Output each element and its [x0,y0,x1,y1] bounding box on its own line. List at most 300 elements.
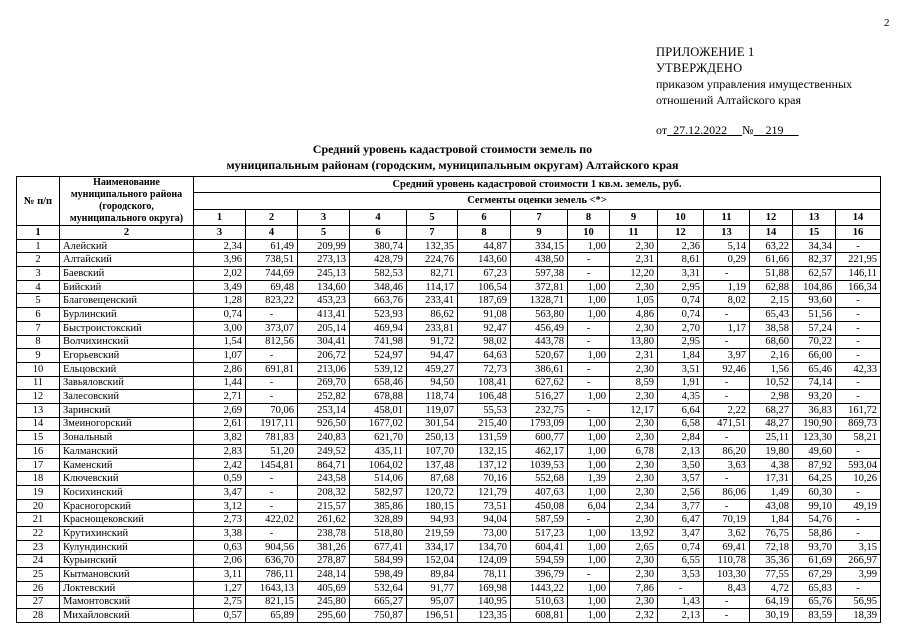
value-cell: 54,76 [793,513,836,527]
value-cell: 1064,02 [350,458,407,472]
value-cell: 25,11 [750,431,793,445]
value-cell: 462,17 [511,445,568,459]
value-cell: 582,53 [350,267,407,281]
approved-label: УТВЕРЖДЕНО [656,61,743,75]
value-cell: 594,59 [511,554,568,568]
value-cell: 2,30 [610,513,658,527]
value-cell: 10,26 [836,472,881,486]
value-cell: 70,06 [246,403,298,417]
value-cell: 1,00 [568,349,610,363]
value-cell: - [704,595,750,609]
value-cell: 61,49 [246,239,298,253]
value-cell: 77,55 [750,568,793,582]
value-cell: - [246,349,298,363]
order-line-1: приказом управления имущественных [656,77,853,91]
row-number-cell: 5 [17,294,60,308]
segment-number-cell: 14 [836,209,881,225]
value-cell: 0,74 [658,294,704,308]
table-row [17,321,881,335]
value-cell: 13,80 [610,335,658,349]
value-cell: - [704,376,750,390]
value-cell: 1,07 [194,349,246,363]
row-number-cell: 15 [17,431,60,445]
value-cell: 396,79 [511,568,568,582]
row-number-cell: 9 [17,349,60,363]
value-cell: 4,35 [658,390,704,404]
district-name-cell: Кытмановский [60,568,194,582]
value-cell: 1,39 [568,472,610,486]
row-number-cell: 6 [17,308,60,322]
value-cell: 2,30 [610,595,658,609]
value-cell: 70,16 [458,472,511,486]
segment-number-cell: 13 [793,209,836,225]
segment-number-cell: 4 [350,209,407,225]
value-cell: 334,17 [407,540,458,554]
value-cell: 658,46 [350,376,407,390]
value-cell: - [836,294,881,308]
value-cell: 1,00 [568,445,610,459]
row-number-cell: 14 [17,417,60,431]
cadastral-table-wrapper [16,176,881,623]
value-cell: 3,53 [658,568,704,582]
value-cell: 4,38 [750,458,793,472]
approval-block [656,44,852,138]
column-number-cell: 16 [836,226,881,240]
row-number-cell: 10 [17,362,60,376]
value-cell: 0,74 [658,308,704,322]
value-cell: 215,57 [298,499,350,513]
row-number-cell: 21 [17,513,60,527]
value-cell: 450,08 [511,499,568,513]
value-cell: 99,10 [793,499,836,513]
table-row [17,609,881,623]
value-cell: - [568,253,610,267]
value-cell: 93,20 [793,390,836,404]
value-cell: 304,41 [298,335,350,349]
value-cell: 380,74 [350,239,407,253]
value-cell: 405,69 [298,581,350,595]
value-cell: 1,49 [750,486,793,500]
table-row [17,280,881,294]
value-cell: - [658,581,704,595]
value-cell: 2,02 [194,267,246,281]
value-cell: 1,00 [568,239,610,253]
row-number-cell: 1 [17,239,60,253]
value-cell: 381,26 [298,540,350,554]
value-cell: 373,07 [246,321,298,335]
page-number: 2 [884,17,890,29]
value-cell: 469,94 [350,321,407,335]
district-name-cell: Алейский [60,239,194,253]
value-cell: 2,34 [610,499,658,513]
value-cell: 245,80 [298,595,350,609]
value-cell: 44,87 [458,239,511,253]
segment-number-cell: 9 [610,209,658,225]
district-name-cell: Егорьевский [60,349,194,363]
value-cell: 94,47 [407,349,458,363]
value-cell: 269,70 [298,376,350,390]
value-cell: 190,90 [793,417,836,431]
value-cell: - [836,349,881,363]
value-cell: 621,70 [350,431,407,445]
value-cell: 64,25 [793,472,836,486]
value-cell: 140,95 [458,595,511,609]
value-cell: 65,83 [793,581,836,595]
value-cell: 422,02 [246,513,298,527]
value-cell: 8,43 [704,581,750,595]
value-cell: - [704,472,750,486]
value-cell: - [246,527,298,541]
value-cell: 60,30 [793,486,836,500]
value-cell: 5,14 [704,239,750,253]
value-cell: 161,72 [836,403,881,417]
value-cell: 3,82 [194,431,246,445]
value-cell: 2,30 [610,554,658,568]
column-number-cell: 15 [793,226,836,240]
value-cell: 66,00 [793,349,836,363]
value-cell: 3,38 [194,527,246,541]
value-cell: 93,60 [793,294,836,308]
row-number-cell: 17 [17,458,60,472]
column-number-row [17,226,881,240]
value-cell: - [704,267,750,281]
column-number-cell: 2 [60,226,194,240]
value-cell: 2,30 [610,321,658,335]
table-row [17,595,881,609]
table-row [17,390,881,404]
value-cell: 243,58 [298,472,350,486]
value-cell: 34,34 [793,239,836,253]
order-line-2: отношений Алтайского края [656,93,801,107]
value-cell: 3,12 [194,499,246,513]
value-cell: 221,95 [836,253,881,267]
value-cell: 781,83 [246,431,298,445]
row-number-cell: 12 [17,390,60,404]
value-cell: 152,04 [407,554,458,568]
value-cell: 8,61 [658,253,704,267]
value-cell: 94,50 [407,376,458,390]
table-row [17,527,881,541]
column-number-cell: 14 [750,226,793,240]
value-cell: 1328,71 [511,294,568,308]
row-number-cell: 11 [17,376,60,390]
value-cell: 348,46 [350,280,407,294]
value-cell: 19,80 [750,445,793,459]
value-cell: 166,34 [836,280,881,294]
row-number-cell: 19 [17,486,60,500]
value-cell: 132,15 [458,445,511,459]
value-cell: 146,11 [836,267,881,281]
value-cell: 238,78 [298,527,350,541]
table-row [17,294,881,308]
value-cell: 65,46 [793,362,836,376]
value-cell: 118,74 [407,390,458,404]
row-number-cell: 24 [17,554,60,568]
value-cell: 1,00 [568,527,610,541]
value-cell: 738,51 [246,253,298,267]
value-cell: 3,62 [704,527,750,541]
district-name-cell: Залесовский [60,390,194,404]
value-cell: 2,15 [750,294,793,308]
value-cell: 233,41 [407,294,458,308]
value-cell: 328,89 [350,513,407,527]
value-cell: 524,97 [350,349,407,363]
value-cell: - [246,390,298,404]
value-cell: 0,74 [658,540,704,554]
value-cell: 103,30 [704,568,750,582]
segment-number-cell: 8 [568,209,610,225]
value-cell: - [836,581,881,595]
value-cell: 137,48 [407,458,458,472]
table-body [17,239,881,622]
value-cell: 110,78 [704,554,750,568]
value-cell: 2,32 [610,609,658,623]
value-cell: 215,40 [458,417,511,431]
value-cell: 108,41 [458,376,511,390]
value-cell: 169,98 [458,581,511,595]
header-district-name: Наименование муниципального района (городского, муниципального округа) [60,177,194,226]
row-number-cell: 28 [17,609,60,623]
value-cell: 523,93 [350,308,407,322]
district-name-cell: Крутихинский [60,527,194,541]
value-cell: 124,09 [458,554,511,568]
value-cell: - [836,390,881,404]
value-cell: - [246,486,298,500]
value-cell: 8,59 [610,376,658,390]
value-cell: 6,64 [658,403,704,417]
value-cell: 1677,02 [350,417,407,431]
value-cell: - [246,499,298,513]
value-cell: 30,19 [750,609,793,623]
value-cell: 563,80 [511,308,568,322]
row-number-cell: 2 [17,253,60,267]
value-cell: 51,20 [246,445,298,459]
column-number-cell: 13 [704,226,750,240]
value-cell: - [246,376,298,390]
value-cell: 1793,09 [511,417,568,431]
value-cell: 58,86 [793,527,836,541]
document-title [0,141,905,173]
value-cell: 76,75 [750,527,793,541]
value-cell: 1,91 [658,376,704,390]
value-cell: 187,69 [458,294,511,308]
value-cell: 209,99 [298,239,350,253]
district-name-cell: Благовещенский [60,294,194,308]
table-row [17,568,881,582]
value-cell: - [568,376,610,390]
value-cell: 65,43 [750,308,793,322]
value-cell: 2,30 [610,390,658,404]
value-cell: 35,36 [750,554,793,568]
value-cell: 249,52 [298,445,350,459]
value-cell: 1,00 [568,554,610,568]
value-cell: 2,75 [194,595,246,609]
value-cell: 1,00 [568,390,610,404]
value-cell: 62,88 [750,280,793,294]
value-cell: 2,06 [194,554,246,568]
value-cell: 750,87 [350,609,407,623]
value-cell: - [836,445,881,459]
district-name-cell: Быстроистокский [60,321,194,335]
row-number-cell: 25 [17,568,60,582]
value-cell: 3,50 [658,458,704,472]
value-cell: 372,81 [511,280,568,294]
value-cell: 43,08 [750,499,793,513]
value-cell: 2,84 [658,431,704,445]
value-cell: 517,23 [511,527,568,541]
value-cell: 2,36 [658,239,704,253]
value-cell: 7,86 [610,581,658,595]
table-row [17,581,881,595]
value-cell: 62,57 [793,267,836,281]
value-cell: 598,49 [350,568,407,582]
value-cell: 1,43 [658,595,704,609]
value-cell: 823,22 [246,294,298,308]
value-cell: 6,58 [658,417,704,431]
value-cell: 89,84 [407,568,458,582]
value-cell: 1,17 [704,321,750,335]
value-cell: 1039,53 [511,458,568,472]
value-cell: 65,76 [793,595,836,609]
value-cell: - [836,335,881,349]
column-number-cell: 9 [511,226,568,240]
row-number-cell: 4 [17,280,60,294]
value-cell: 86,62 [407,308,458,322]
value-cell: 2,16 [750,349,793,363]
segment-number-cell: 5 [407,209,458,225]
table-row [17,376,881,390]
value-cell: 3,77 [658,499,704,513]
table-row [17,472,881,486]
district-name-cell: Алтайский [60,253,194,267]
value-cell: 58,21 [836,431,881,445]
value-cell: 453,23 [298,294,350,308]
value-cell: 741,98 [350,335,407,349]
value-cell: 114,17 [407,280,458,294]
value-cell: 219,59 [407,527,458,541]
value-cell: 51,88 [750,267,793,281]
district-name-cell: Красногорский [60,499,194,513]
column-number-cell: 7 [407,226,458,240]
value-cell: 587,59 [511,513,568,527]
table-row [17,431,881,445]
value-cell: 121,79 [458,486,511,500]
value-cell: 438,50 [511,253,568,267]
table-row [17,499,881,513]
value-cell: 428,79 [350,253,407,267]
district-name-cell: Заринский [60,403,194,417]
value-cell: 301,54 [407,417,458,431]
value-cell: 1,54 [194,335,246,349]
column-number-cell: 1 [17,226,60,240]
value-cell: 2,42 [194,458,246,472]
value-cell: 593,04 [836,458,881,472]
value-cell: 1917,11 [246,417,298,431]
table-row [17,349,881,363]
value-cell: 608,81 [511,609,568,623]
value-cell: 3,47 [658,527,704,541]
value-cell: 597,38 [511,267,568,281]
value-cell: 821,15 [246,595,298,609]
value-cell: 91,72 [407,335,458,349]
value-cell: 55,53 [458,403,511,417]
value-cell: - [704,609,750,623]
district-name-cell: Ельцовский [60,362,194,376]
value-cell: 98,02 [458,335,511,349]
title-line-2: муниципальным районам (городским, муниципальным округам) Алтайского края [226,158,679,172]
value-cell: 1,00 [568,540,610,554]
district-name-cell: Завьяловский [60,376,194,390]
value-cell: 2,30 [610,239,658,253]
value-cell: 407,63 [511,486,568,500]
value-cell: 869,73 [836,417,881,431]
value-cell: 56,95 [836,595,881,609]
value-cell: 95,07 [407,595,458,609]
value-cell: 2,61 [194,417,246,431]
value-cell: 134,60 [298,280,350,294]
value-cell: 1,19 [704,280,750,294]
value-cell: 143,60 [458,253,511,267]
value-cell: 1,00 [568,486,610,500]
value-cell: 0,57 [194,609,246,623]
value-cell: 123,30 [793,431,836,445]
row-number-cell: 8 [17,335,60,349]
value-cell: 2,95 [658,335,704,349]
value-cell: 539,12 [350,362,407,376]
value-cell: 0,63 [194,540,246,554]
segment-number-cell: 2 [246,209,298,225]
table-row [17,239,881,253]
segment-number-cell: 12 [750,209,793,225]
value-cell: 240,83 [298,431,350,445]
value-cell: 213,06 [298,362,350,376]
value-cell: 2,71 [194,390,246,404]
value-cell: 2,31 [610,349,658,363]
value-cell: 253,14 [298,403,350,417]
row-number-cell: 22 [17,527,60,541]
value-cell: 64,19 [750,595,793,609]
value-cell: 744,69 [246,267,298,281]
order-date: 27.12.2022 [673,123,728,137]
value-cell: 106,54 [458,280,511,294]
table-row [17,335,881,349]
value-cell: 2,30 [610,280,658,294]
value-cell: 250,13 [407,431,458,445]
row-number-cell: 13 [17,403,60,417]
value-cell: 10,52 [750,376,793,390]
value-cell: 6,47 [658,513,704,527]
value-cell: 0,59 [194,472,246,486]
district-name-cell: Волчихинский [60,335,194,349]
value-cell: - [568,362,610,376]
value-cell: 49,60 [793,445,836,459]
segment-number-cell: 3 [298,209,350,225]
row-number-cell: 23 [17,540,60,554]
value-cell: 206,72 [298,349,350,363]
value-cell: 73,51 [458,499,511,513]
value-cell: 3,49 [194,280,246,294]
district-name-cell: Косихинский [60,486,194,500]
value-cell: 1,00 [568,581,610,595]
from-label: от [656,123,668,137]
value-cell: 3,15 [836,540,881,554]
value-cell: 73,00 [458,527,511,541]
value-cell: 1,84 [658,349,704,363]
district-name-cell: Каменский [60,458,194,472]
value-cell: 278,87 [298,554,350,568]
value-cell: - [836,376,881,390]
value-cell: 68,60 [750,335,793,349]
